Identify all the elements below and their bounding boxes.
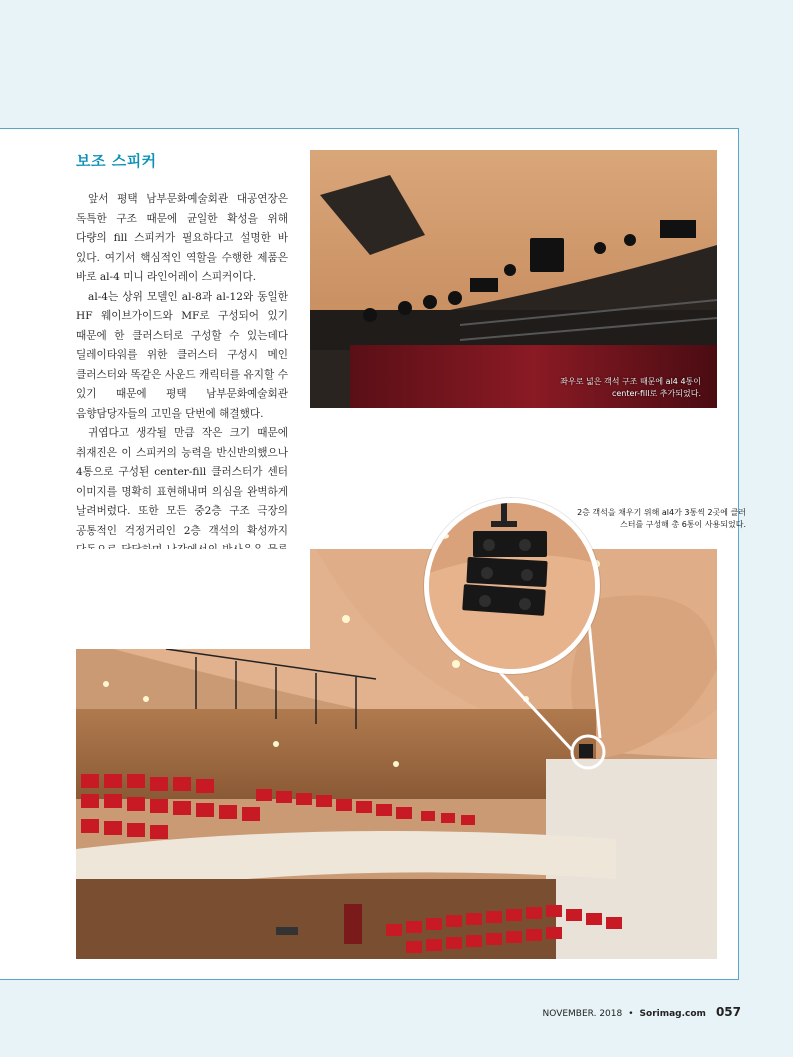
paragraph-2: al-4는 상위 모델인 al-8과 al-12와 동일한 HF 웨이브가이드와 MF로 구성되어 있기 때문에 한 클러스터로 구성할 수 있는데다 딜레이타워를 위한 클러스터 구성시 메인 클러스터와 똑같은 사운드 캐릭터를 유지할 수 있기 때문에 평택 남부문화예술회관 음향담당자들의 고민을 단번에 해결했다. bbox=[76, 290, 288, 420]
page-number: 057 bbox=[715, 1005, 741, 1019]
section-heading: 보조 스피커 bbox=[76, 152, 157, 170]
top-photo-caption: 좌우로 넓은 객석 구조 때문에 al4 4통이 center-fill로 추가되었다. bbox=[560, 377, 701, 398]
article-body bbox=[76, 190, 288, 600]
inset-caption: 2층 객석을 채우기 위해 al4가 3통씩 2곳에 클러스터를 구성해 총 6통이 사용되었다. bbox=[577, 508, 746, 529]
page-footer bbox=[543, 1005, 741, 1019]
footer-separator: • bbox=[628, 1009, 634, 1019]
paragraph-3: 귀엽다고 생각될 만큼 작은 크기 때문에 취재진은 이 스피커의 능력을 반신반의했으나 4통으로 구성된 center-fill 클러스터가 센터 이미지를 명확히 표현해내며 의심을 완벽하게 날려버렸다. 또한 모든 중2층 구조 극장의 공통적인 걱정거리인 2층 객석의 확성까지 bbox=[76, 427, 288, 537]
paragraph-1: 앞서 평택 남부문화예술회관 대공연장은 독특한 구조 때문에 균일한 확성을 위해 다량의 fill 스피커가 필요하다고 설명한 바 있다. 여기서 핵심적인 역할을 수행한 제품은 바로 al-4 미니 라인어레이 스피커이다. bbox=[76, 193, 288, 283]
issue-date: NOVEMBER. 2018 bbox=[542, 1009, 623, 1019]
site-link[interactable]: Sorimag.com bbox=[639, 1009, 706, 1019]
stage-ceiling-photo bbox=[310, 150, 717, 408]
text-wrap-area bbox=[76, 549, 310, 649]
speaker-closeup-inset bbox=[424, 498, 600, 674]
